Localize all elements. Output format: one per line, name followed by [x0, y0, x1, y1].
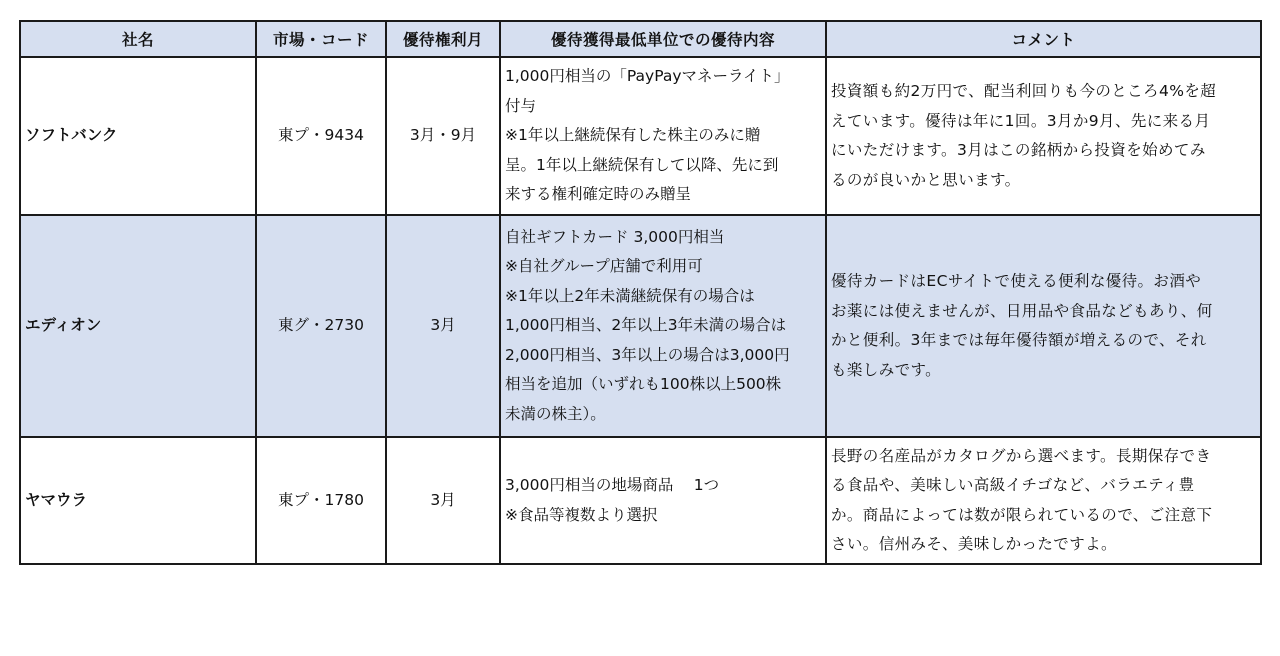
company-name: ソフトバンク	[20, 57, 256, 215]
company-name: ヤマウラ	[20, 437, 256, 564]
comment-text: 長野の名産品がカタログから選べます。長期保存でき る食品や、美味しい高級イチゴなど、バラエティ豊 か。商品によっては数が限られているので、ご注意下 さい。信州みそ、美味しかったですよ。	[826, 437, 1261, 564]
benefit-details: 3,000円相当の地場商品 1つ ※食品等複数より選択	[500, 437, 826, 564]
table-row	[20, 57, 1261, 215]
rights-month: 3月	[386, 215, 500, 437]
company-name: エディオン	[20, 215, 256, 437]
market-code: 東プ・9434	[256, 57, 386, 215]
table-row	[20, 215, 1261, 437]
comment-text: 投資額も約2万円で、配当利回りも今のところ4%を超 えています。優待は年に1回。3月か9月、先に来る月 にいただけます。3月はこの銘柄から投資を始めてみ るのが良いかと思います。	[826, 57, 1261, 215]
header-name: 社名	[20, 21, 256, 57]
benefit-details: 1,000円相当の「PayPayマネーライト」 付与 ※1年以上継続保有した株主のみに贈 呈。1年以上継続保有して以降、先に到 来する権利確定時のみ贈呈	[500, 57, 826, 215]
table-header	[20, 21, 1261, 57]
table-body	[20, 57, 1261, 564]
benefit-details: 自社ギフトカード 3,000円相当 ※自社グループ店舗で利用可 ※1年以上2年未満継続保有の場合は 1,000円相当、2年以上3年未満の場合は 2,000円相当、3年以上の場合は3,000円 相当を追加（いずれも100株以上500株 未満の株主）。	[500, 215, 826, 437]
rights-month: 3月	[386, 437, 500, 564]
header-benefit: 優待獲得最低単位での優待内容	[500, 21, 826, 57]
market-code: 東プ・1780	[256, 437, 386, 564]
header-month: 優待権利月	[386, 21, 500, 57]
comment-text: 優待カードはECサイトで使える便利な優待。お酒や お薬には使えませんが、日用品や食品などもあり、何 かと便利。3年までは毎年優待額が増えるので、それ も楽しみです。	[826, 215, 1261, 437]
rights-month: 3月・9月	[386, 57, 500, 215]
market-code: 東グ・2730	[256, 215, 386, 437]
header-row	[20, 21, 1261, 57]
header-comment: コメント	[826, 21, 1261, 57]
table-row	[20, 437, 1261, 564]
benefits-table	[19, 20, 1262, 565]
header-market-code: 市場・コード	[256, 21, 386, 57]
